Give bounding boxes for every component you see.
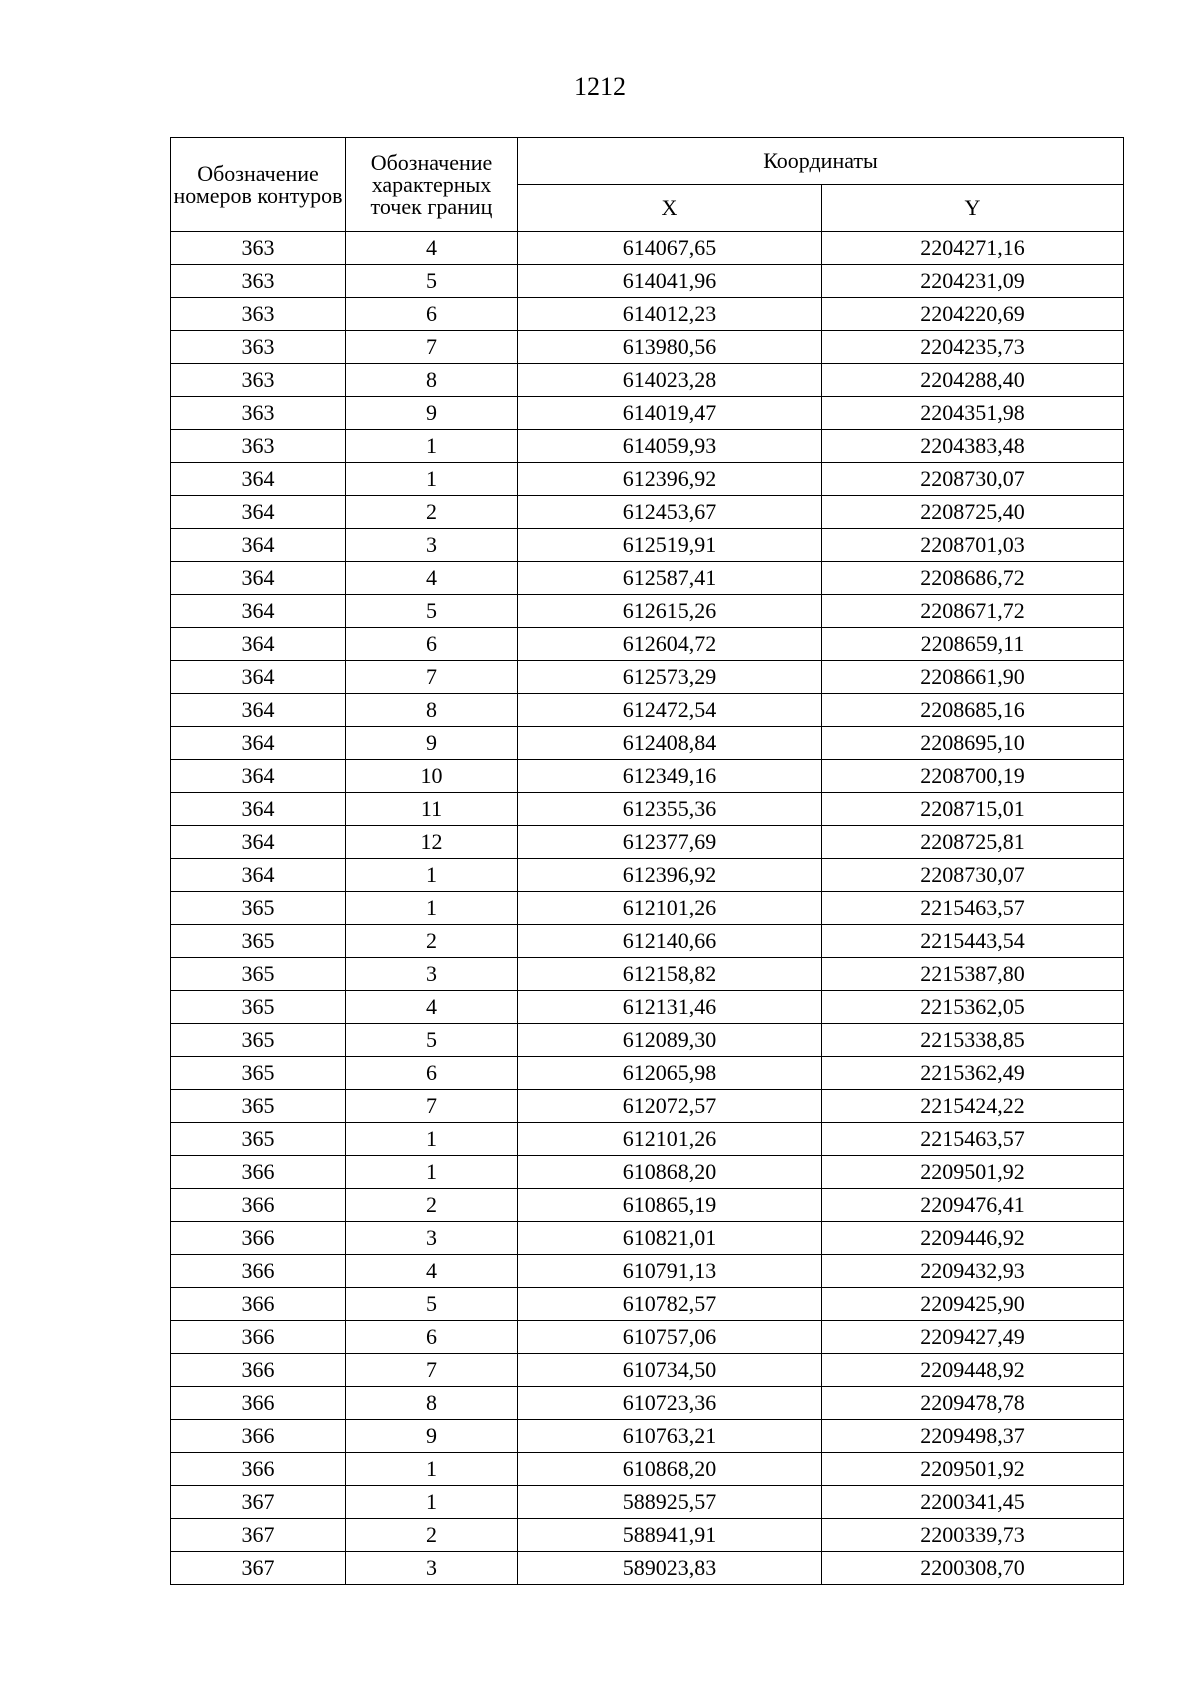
point-number-cell: 5	[346, 265, 518, 298]
x-coordinate-cell: 612573,29	[518, 661, 822, 694]
x-coordinate-cell: 612472,54	[518, 694, 822, 727]
table-row	[171, 529, 1124, 562]
table-row	[171, 1255, 1124, 1288]
x-coordinate-cell: 612072,57	[518, 1090, 822, 1123]
point-number-cell: 9	[346, 727, 518, 760]
x-coordinate-cell: 612089,30	[518, 1024, 822, 1057]
table-header	[171, 138, 1124, 232]
y-coordinate-cell: 2208725,81	[822, 826, 1124, 859]
x-coordinate-cell: 610757,06	[518, 1321, 822, 1354]
table-row	[171, 298, 1124, 331]
contour-number-cell: 364	[171, 595, 346, 628]
y-coordinate-cell: 2215463,57	[822, 1123, 1124, 1156]
x-coordinate-cell: 589023,83	[518, 1552, 822, 1585]
point-number-cell: 9	[346, 1420, 518, 1453]
contour-number-cell: 363	[171, 430, 346, 463]
table-row	[171, 1354, 1124, 1387]
contour-number-cell: 364	[171, 727, 346, 760]
contour-number-cell: 365	[171, 925, 346, 958]
contour-number-cell: 365	[171, 892, 346, 925]
x-coordinate-cell: 612604,72	[518, 628, 822, 661]
y-coordinate-cell: 2208715,01	[822, 793, 1124, 826]
y-coordinate-cell: 2204231,09	[822, 265, 1124, 298]
x-coordinate-cell: 612587,41	[518, 562, 822, 595]
y-coordinate-cell: 2208685,16	[822, 694, 1124, 727]
y-coordinate-cell: 2215362,05	[822, 991, 1124, 1024]
x-coordinate-cell: 612408,84	[518, 727, 822, 760]
table-row	[171, 265, 1124, 298]
point-number-cell: 9	[346, 397, 518, 430]
x-coordinate-cell: 612377,69	[518, 826, 822, 859]
x-coordinate-cell: 612101,26	[518, 892, 822, 925]
x-coordinate-cell: 612101,26	[518, 1123, 822, 1156]
contour-number-cell: 366	[171, 1420, 346, 1453]
y-coordinate-cell: 2204383,48	[822, 430, 1124, 463]
y-coordinate-cell: 2215463,57	[822, 892, 1124, 925]
contour-number-cell: 363	[171, 298, 346, 331]
contour-number-cell: 365	[171, 1090, 346, 1123]
contour-number-cell: 365	[171, 1123, 346, 1156]
x-coordinate-cell: 610868,20	[518, 1453, 822, 1486]
x-coordinate-cell: 612140,66	[518, 925, 822, 958]
table-row	[171, 661, 1124, 694]
table-body	[171, 232, 1124, 1585]
contour-number-cell: 367	[171, 1552, 346, 1585]
contour-number-cell: 363	[171, 265, 346, 298]
contour-number-cell: 366	[171, 1156, 346, 1189]
table-row	[171, 628, 1124, 661]
table-row	[171, 562, 1124, 595]
y-coordinate-cell: 2204220,69	[822, 298, 1124, 331]
contour-number-cell: 366	[171, 1255, 346, 1288]
y-coordinate-cell: 2208700,19	[822, 760, 1124, 793]
point-number-cell: 4	[346, 1255, 518, 1288]
table-row	[171, 1057, 1124, 1090]
y-coordinate-cell: 2208686,72	[822, 562, 1124, 595]
y-coordinate-cell: 2215387,80	[822, 958, 1124, 991]
point-number-cell: 5	[346, 1288, 518, 1321]
point-number-cell: 7	[346, 331, 518, 364]
point-number-cell: 6	[346, 628, 518, 661]
point-number-cell: 1	[346, 1486, 518, 1519]
y-coordinate-cell: 2200341,45	[822, 1486, 1124, 1519]
contour-number-cell: 364	[171, 694, 346, 727]
x-coordinate-cell: 612158,82	[518, 958, 822, 991]
y-coordinate-cell: 2215443,54	[822, 925, 1124, 958]
point-number-cell: 5	[346, 1024, 518, 1057]
table-row	[171, 826, 1124, 859]
contour-number-cell: 364	[171, 529, 346, 562]
contour-number-cell: 366	[171, 1453, 346, 1486]
y-coordinate-cell: 2208661,90	[822, 661, 1124, 694]
table-row	[171, 1090, 1124, 1123]
table-row	[171, 859, 1124, 892]
contour-number-cell: 363	[171, 331, 346, 364]
y-coordinate-cell: 2215362,49	[822, 1057, 1124, 1090]
point-number-cell: 2	[346, 1189, 518, 1222]
x-coordinate-cell: 612131,46	[518, 991, 822, 1024]
y-coordinate-cell: 2208695,10	[822, 727, 1124, 760]
contour-number-cell: 364	[171, 496, 346, 529]
y-coordinate-cell: 2208659,11	[822, 628, 1124, 661]
x-coordinate-cell: 612453,67	[518, 496, 822, 529]
coordinates-table	[170, 137, 1124, 1585]
point-number-cell: 4	[346, 232, 518, 265]
point-number-cell: 3	[346, 1552, 518, 1585]
table-row	[171, 595, 1124, 628]
x-coordinate-cell: 612615,26	[518, 595, 822, 628]
x-coordinate-cell: 612355,36	[518, 793, 822, 826]
contour-number-cell: 367	[171, 1519, 346, 1552]
y-coordinate-cell: 2204235,73	[822, 331, 1124, 364]
point-number-cell: 8	[346, 364, 518, 397]
table-row	[171, 892, 1124, 925]
point-number-cell: 3	[346, 529, 518, 562]
x-coordinate-cell: 614012,23	[518, 298, 822, 331]
table-row	[171, 496, 1124, 529]
point-number-cell: 2	[346, 496, 518, 529]
y-coordinate-cell: 2209432,93	[822, 1255, 1124, 1288]
y-coordinate-cell: 2204288,40	[822, 364, 1124, 397]
y-coordinate-cell: 2209427,49	[822, 1321, 1124, 1354]
x-coordinate-cell: 612396,92	[518, 859, 822, 892]
point-number-cell: 6	[346, 1057, 518, 1090]
table-row	[171, 727, 1124, 760]
contour-number-cell: 364	[171, 628, 346, 661]
page-number: 1212	[574, 72, 626, 101]
table-row	[171, 1519, 1124, 1552]
contour-number-cell: 364	[171, 859, 346, 892]
point-number-cell: 10	[346, 760, 518, 793]
point-number-cell: 1	[346, 859, 518, 892]
y-coordinate-cell: 2209501,92	[822, 1453, 1124, 1486]
y-coordinate-cell: 2208730,07	[822, 859, 1124, 892]
table-row	[171, 1288, 1124, 1321]
contour-number-cell: 364	[171, 562, 346, 595]
x-coordinate-cell: 610868,20	[518, 1156, 822, 1189]
contour-number-cell: 366	[171, 1387, 346, 1420]
contour-number-cell: 365	[171, 1024, 346, 1057]
x-coordinate-cell: 588941,91	[518, 1519, 822, 1552]
table-row	[171, 331, 1124, 364]
x-coordinate-cell: 610723,36	[518, 1387, 822, 1420]
x-coordinate-cell: 612349,16	[518, 760, 822, 793]
point-number-cell: 3	[346, 1222, 518, 1255]
y-coordinate-cell: 2215424,22	[822, 1090, 1124, 1123]
contour-number-cell: 363	[171, 232, 346, 265]
table-row	[171, 1189, 1124, 1222]
x-coordinate-cell: 614067,65	[518, 232, 822, 265]
y-coordinate-cell: 2209425,90	[822, 1288, 1124, 1321]
header-boundary-points: Обозначение характерных точек границ	[346, 138, 518, 232]
header-y: Y	[822, 185, 1124, 232]
y-coordinate-cell: 2200308,70	[822, 1552, 1124, 1585]
point-number-cell: 7	[346, 661, 518, 694]
y-coordinate-cell: 2204271,16	[822, 232, 1124, 265]
point-number-cell: 8	[346, 1387, 518, 1420]
header-contour-numbers: Обозначение номеров контуров	[171, 138, 346, 232]
y-coordinate-cell: 2209498,37	[822, 1420, 1124, 1453]
table-row	[171, 958, 1124, 991]
y-coordinate-cell: 2209478,78	[822, 1387, 1124, 1420]
table-row	[171, 232, 1124, 265]
point-number-cell: 5	[346, 595, 518, 628]
x-coordinate-cell: 614041,96	[518, 265, 822, 298]
contour-number-cell: 364	[171, 760, 346, 793]
x-coordinate-cell: 610734,50	[518, 1354, 822, 1387]
y-coordinate-cell: 2209501,92	[822, 1156, 1124, 1189]
contour-number-cell: 365	[171, 1057, 346, 1090]
point-number-cell: 6	[346, 1321, 518, 1354]
x-coordinate-cell: 614023,28	[518, 364, 822, 397]
y-coordinate-cell: 2208671,72	[822, 595, 1124, 628]
point-number-cell: 1	[346, 1123, 518, 1156]
header-coordinates: Координаты	[518, 138, 1124, 185]
x-coordinate-cell: 610821,01	[518, 1222, 822, 1255]
contour-number-cell: 363	[171, 364, 346, 397]
x-coordinate-cell: 613980,56	[518, 331, 822, 364]
point-number-cell: 2	[346, 925, 518, 958]
point-number-cell: 7	[346, 1090, 518, 1123]
contour-number-cell: 366	[171, 1189, 346, 1222]
x-coordinate-cell: 610791,13	[518, 1255, 822, 1288]
table-row	[171, 1321, 1124, 1354]
y-coordinate-cell: 2208730,07	[822, 463, 1124, 496]
point-number-cell: 1	[346, 1156, 518, 1189]
contour-number-cell: 363	[171, 397, 346, 430]
point-number-cell: 11	[346, 793, 518, 826]
contour-number-cell: 365	[171, 958, 346, 991]
table-row	[171, 463, 1124, 496]
contour-number-cell: 364	[171, 463, 346, 496]
contour-number-cell: 365	[171, 991, 346, 1024]
table-row	[171, 1156, 1124, 1189]
x-coordinate-cell: 610782,57	[518, 1288, 822, 1321]
point-number-cell: 4	[346, 991, 518, 1024]
y-coordinate-cell: 2209476,41	[822, 1189, 1124, 1222]
point-number-cell: 1	[346, 892, 518, 925]
table-row	[171, 1420, 1124, 1453]
y-coordinate-cell: 2215338,85	[822, 1024, 1124, 1057]
x-coordinate-cell: 610763,21	[518, 1420, 822, 1453]
y-coordinate-cell: 2208701,03	[822, 529, 1124, 562]
point-number-cell: 6	[346, 298, 518, 331]
table-row	[171, 1486, 1124, 1519]
point-number-cell: 1	[346, 463, 518, 496]
table-row	[171, 694, 1124, 727]
x-coordinate-cell: 610865,19	[518, 1189, 822, 1222]
table-row	[171, 1222, 1124, 1255]
point-number-cell: 3	[346, 958, 518, 991]
x-coordinate-cell: 612519,91	[518, 529, 822, 562]
y-coordinate-cell: 2200339,73	[822, 1519, 1124, 1552]
contour-number-cell: 366	[171, 1321, 346, 1354]
contour-number-cell: 364	[171, 661, 346, 694]
point-number-cell: 12	[346, 826, 518, 859]
contour-number-cell: 366	[171, 1222, 346, 1255]
header-x: X	[518, 185, 822, 232]
table-row	[171, 364, 1124, 397]
table-row	[171, 1123, 1124, 1156]
x-coordinate-cell: 588925,57	[518, 1486, 822, 1519]
table-row	[171, 1552, 1124, 1585]
contour-number-cell: 367	[171, 1486, 346, 1519]
contour-number-cell: 364	[171, 793, 346, 826]
point-number-cell: 8	[346, 694, 518, 727]
table-row	[171, 793, 1124, 826]
contour-number-cell: 364	[171, 826, 346, 859]
table-row	[171, 1024, 1124, 1057]
contour-number-cell: 366	[171, 1288, 346, 1321]
x-coordinate-cell: 612065,98	[518, 1057, 822, 1090]
point-number-cell: 1	[346, 1453, 518, 1486]
contour-number-cell: 366	[171, 1354, 346, 1387]
table-row	[171, 430, 1124, 463]
point-number-cell: 1	[346, 430, 518, 463]
table-row	[171, 1387, 1124, 1420]
y-coordinate-cell: 2208725,40	[822, 496, 1124, 529]
x-coordinate-cell: 614019,47	[518, 397, 822, 430]
table-row	[171, 1453, 1124, 1486]
y-coordinate-cell: 2209446,92	[822, 1222, 1124, 1255]
point-number-cell: 4	[346, 562, 518, 595]
point-number-cell: 7	[346, 1354, 518, 1387]
table-row	[171, 991, 1124, 1024]
x-coordinate-cell: 612396,92	[518, 463, 822, 496]
x-coordinate-cell: 614059,93	[518, 430, 822, 463]
table-row	[171, 397, 1124, 430]
table-row	[171, 925, 1124, 958]
table-row	[171, 760, 1124, 793]
point-number-cell: 2	[346, 1519, 518, 1552]
y-coordinate-cell: 2209448,92	[822, 1354, 1124, 1387]
y-coordinate-cell: 2204351,98	[822, 397, 1124, 430]
